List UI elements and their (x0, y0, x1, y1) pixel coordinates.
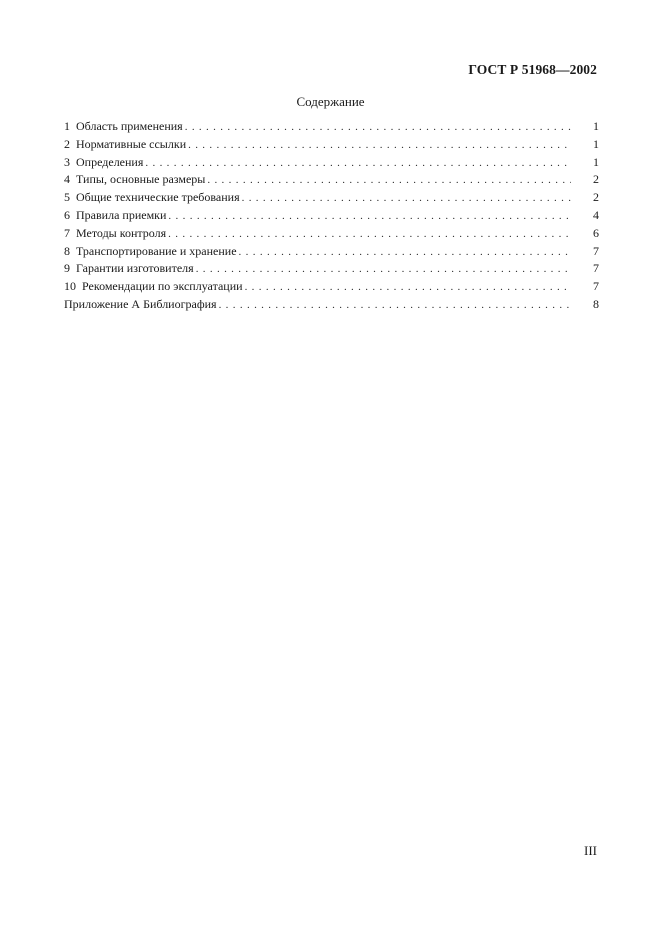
toc-entry[interactable] (64, 118, 599, 136)
toc-entry[interactable] (64, 154, 599, 172)
toc-entry-label: Область применения (76, 119, 183, 133)
dot-leader (185, 119, 571, 137)
toc-entry-page: 4 (593, 207, 599, 222)
dot-leader (188, 137, 571, 155)
dot-leader (219, 297, 571, 315)
dot-leader (196, 261, 571, 279)
toc-entry-number: 6 (64, 207, 70, 222)
toc-entry[interactable] (64, 243, 599, 261)
toc-title: Содержание (296, 94, 365, 109)
toc-entry-label: Приложение А Библиография (64, 296, 217, 311)
toc-entry-label: Транспортирование и хранение (76, 243, 237, 258)
toc-entry[interactable] (64, 189, 599, 207)
toc-entry-appendix[interactable] (64, 296, 599, 314)
dot-leader (239, 244, 571, 262)
toc-entry-page: 6 (593, 225, 599, 240)
toc-entry-number: 7 (64, 225, 70, 240)
toc-entry-number: 9 (64, 261, 70, 276)
toc-entry-number: 3 (64, 154, 70, 169)
toc-entry-page: 8 (593, 296, 599, 311)
toc-entry-page: 1 (593, 154, 599, 169)
toc-entry-page: 7 (593, 279, 599, 294)
toc-entry[interactable] (64, 207, 599, 225)
toc-entry-number: 1 (64, 119, 70, 133)
toc-entry[interactable] (64, 225, 599, 243)
table-of-contents (64, 118, 599, 314)
toc-entry-label: Нормативные ссылки (76, 136, 187, 151)
toc-entry-page: 1 (593, 136, 599, 151)
toc-entry[interactable] (64, 171, 599, 189)
toc-entry-number: 8 (64, 243, 70, 258)
toc-entry-number: 10 (64, 279, 76, 294)
dot-leader (245, 279, 571, 297)
toc-entry-label: Правила приемки (76, 207, 167, 222)
toc-entry-label: Рекомендации по эксплуатации (82, 279, 243, 294)
document-code: ГОСТ Р 51968—2002 (468, 62, 597, 77)
toc-entry-label: Методы контроля (76, 225, 167, 240)
toc-entry[interactable] (64, 136, 599, 154)
dot-leader (207, 172, 571, 190)
toc-entry-page: 2 (593, 190, 599, 205)
toc-entry-label: Гарантии изготовителя (76, 261, 194, 276)
dot-leader (168, 208, 571, 226)
dot-leader (242, 190, 571, 208)
toc-entry-label: Общие технические требования (76, 190, 240, 205)
toc-entry[interactable] (64, 260, 599, 278)
dot-leader (168, 226, 571, 244)
toc-entry-page: 2 (593, 172, 599, 187)
page-number: III (584, 843, 597, 858)
toc-entry-number: 5 (64, 190, 70, 205)
toc-entry-page: 7 (593, 261, 599, 276)
toc-entry[interactable] (64, 278, 599, 296)
toc-entry-number: 2 (64, 136, 70, 151)
toc-entry-label: Определения (76, 154, 144, 169)
toc-entry-page: 7 (593, 243, 599, 258)
toc-entry-label: Типы, основные размеры (76, 172, 206, 187)
toc-entry-number: 4 (64, 172, 70, 187)
toc-entry-page: 1 (593, 119, 599, 133)
dot-leader (145, 155, 571, 173)
